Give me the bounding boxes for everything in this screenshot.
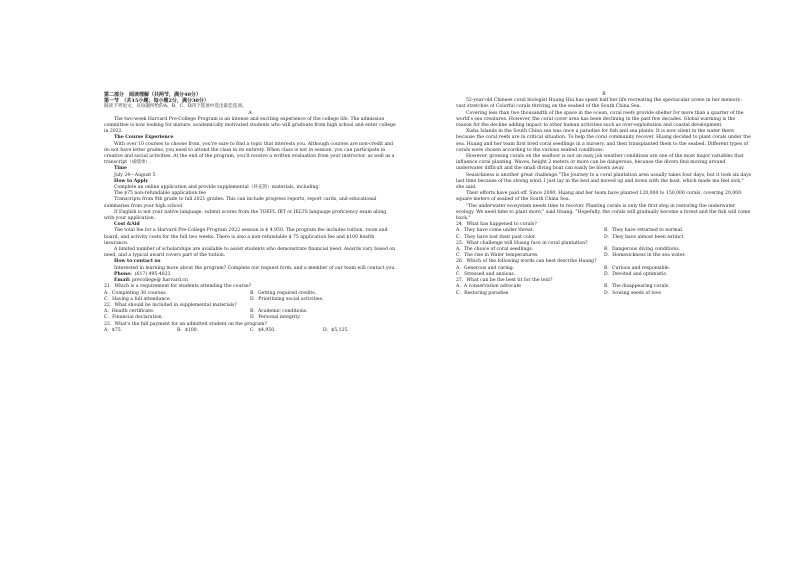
- apply-item: The $75 non-refundable application fee: [114, 191, 206, 197]
- instruction: 阅读下列短文，从每题所给的A、B、C、D四个选项中选出最佳选项。: [104, 104, 247, 110]
- passage-paragraph: Seasickness is another great challenge."The journey to a coral plantation area usually takes four days, but it took six days last time because of the strong wind. I just lay in the bed and moved up and down with the boat, which made me feel sick," she said.: [456, 172, 752, 191]
- option: B．Academic conditions.: [250, 309, 308, 315]
- question-27: 27．What can be the best tit for the text?: [456, 278, 553, 284]
- option: B．$100.: [177, 327, 199, 333]
- option: C．Having a full attendance.: [104, 296, 172, 302]
- contact-paragraph: Interested in learning more about the program? Complete our request form, and a member of our team will contact you.: [114, 265, 396, 271]
- apply-item: If English is not your native language, submit scores from the TOEFL IBT or IELTS language proficiency exam along with your application.: [104, 209, 387, 222]
- passage-paragraph: Xisha Islands in the South China sea was once a paradise for fish and sea plants. It is now silent in the water there because the coral reefs are in critical situation. To help the coral community recover, Huang decided to plant corals under the sea. Huang and her team first bred coral seedlings in a nursery, and then transplanted them to the seabed. Different types of corals were chosen according to the various seabed conditions.: [456, 129, 751, 153]
- option: C．They have lost their past color.: [456, 234, 536, 240]
- passage-paragraph: 52-year-old Chinese coral biologist Huang Hui has spent half her life recreating the spectacular scene in her memory: vast stretches of Colorful corals thriving on the seabed of the South China Sea.: [456, 98, 742, 110]
- option: D．Homesickness in the sea water.: [604, 253, 686, 259]
- passage-paragraph: Their efforts have paid off. Since 2000, Huang and her team have planted 120,000 to 150,000 corals, covering 20,000 square meters of seabed of the South China Sea.: [456, 191, 742, 203]
- option: D．Personal integrity.: [250, 315, 301, 321]
- option: B．They have returned to normal.: [604, 228, 684, 234]
- option: D．Prioritizing social activities.: [250, 296, 324, 302]
- question-25: 25．What challenge will Huang face in coral plantation?: [456, 240, 588, 246]
- options-27: [456, 284, 752, 296]
- option: B．Getting required credits.: [250, 290, 317, 296]
- aid-paragraph: A limited number of scholarships are available to assist students who demonstrate financial need. Awards vary based on need, and a typical award covers part of the tuition.: [104, 247, 396, 259]
- option: C．The rise in Water temperatures.: [456, 253, 539, 259]
- option: C．Stressed and anxious.: [456, 271, 516, 277]
- apply-heading: How to Apply: [114, 178, 149, 184]
- time-heading: Time: [114, 166, 127, 172]
- option: A．The choice of coral seedlings.: [456, 247, 534, 253]
- options-21: [104, 291, 396, 303]
- question-23: 23．What's the full payment for an admitted student on the program?: [104, 321, 267, 327]
- option: C．$4,950.: [250, 327, 276, 333]
- options-25: [456, 247, 752, 259]
- time-text: July 24—August 5: [114, 172, 156, 178]
- email-value: precollege@ harvard.cn: [132, 278, 188, 284]
- options-23: [104, 328, 396, 334]
- passage-paragraph: Covering less than two thousandth of the space in the ocean, coral reefs provide shelter for more than a quarter of the world's sea creatures. However, the coral cover area has been declining in the past few decades. Global warming is the reason for the decline adding impact to other human activities such as over-exploitation and coastal development.: [456, 110, 744, 129]
- option: A．Generous and caring.: [456, 265, 515, 271]
- option: B．Dangerous diving conditions.: [604, 247, 681, 253]
- part-title: 第一节 （共15小题；每小题2分，满分30分）: [104, 98, 209, 105]
- option: A．A conservation advocate: [456, 284, 522, 290]
- option: A．Completing 30 courses.: [104, 290, 168, 296]
- passage-paragraph: "The underwater ecosystem needs time to recover. Planting corals is only the first step in restoring the underwater ecology. We need time to plant more," said Huang. "Hopefully, the corals will gradually become a forest and the fish will come back.": [456, 203, 751, 222]
- option: D．$5,125.: [323, 327, 349, 333]
- options-22: [104, 309, 396, 321]
- apply-paragraph: Complete an online application and provide supplemental（补充的）materials, including：: [114, 185, 323, 191]
- option: A．They have come under threat.: [456, 228, 535, 234]
- apply-item: Transcripts from 9th grade to fall 2021 grades: This can include progress reports, report cards, and educational summaries from your high school: [104, 197, 377, 209]
- option: D．Sowing seeds of love: [604, 290, 661, 296]
- option: D．Devoted and optimistic.: [604, 271, 668, 277]
- options-26: [456, 266, 752, 278]
- question-21: 21．Which is a requirement for students attending the course?: [104, 284, 252, 290]
- option: D．They have almost been extinct.: [604, 234, 685, 240]
- cost-heading: Cost &Aid: [114, 222, 140, 228]
- question-26: 26．Which of the following words can best describe Huang?: [456, 259, 597, 265]
- option: C．Restoring paradise: [456, 290, 509, 296]
- cost-paragraph: The total fee for a Harvard Pre-College Program 2022 session is $ 4,950. The program fee includes tuition, room and board, and activity costs for the full two weeks. There is also a non-refundable $ 75 application fee and $100 health insurance.: [104, 228, 388, 246]
- question-24: 24．What has happened to corals?: [456, 222, 537, 228]
- contact-heading: How to contact us: [114, 259, 161, 265]
- passage-label: A: [248, 110, 252, 116]
- passage-paragraph: However, growing corals on the seafloor is not an easy job weather conditions are one of the most major variables that influence coral planting. Waves, height 2 meters or more can be dangerous, because the divers find moving around underwater difficult and the small diving boat can easily be blown away.: [456, 154, 744, 172]
- section-title: 第二部分 阅读理解（共两节，满分40分）: [104, 92, 201, 98]
- phone-label: Phone:: [114, 271, 132, 277]
- passage-label: B: [602, 92, 606, 97]
- course-heading: The Course Experience: [114, 135, 174, 141]
- intro-paragraph: The two-week Harvard Pre-College Program is an intense and exciting experience of the college life. The admission committee is now looking for mature, academically motivated students who will graduate from high school and enter college in 2022.: [104, 116, 396, 135]
- option: A．$75.: [104, 327, 123, 333]
- options-24: [456, 228, 752, 240]
- option: A．Health certificate.: [104, 309, 155, 315]
- email-label: Email:: [114, 278, 131, 284]
- left-column: [104, 92, 396, 334]
- question-22: 22．What should be included in supplemental materials?: [104, 302, 237, 308]
- phone-value: (617) 495-4023: [134, 271, 171, 277]
- option: B．The disappearing corals: [604, 284, 669, 290]
- option: C．Financial declaration.: [104, 315, 164, 321]
- option: B．Curious and responsible.: [604, 265, 671, 271]
- right-column: [456, 92, 752, 297]
- course-paragraph: With over 10 courses to choose from, you're sure to find a topic that interests you. Although courses are non-credit and do not have letter grades, you need to attend the class in its entirety. When class is not in session, you can participate in creative and social activities. At the end of the program, you'll receive a written evaluation from your instructor, as well as a transcript（成绩单）.: [104, 141, 395, 166]
